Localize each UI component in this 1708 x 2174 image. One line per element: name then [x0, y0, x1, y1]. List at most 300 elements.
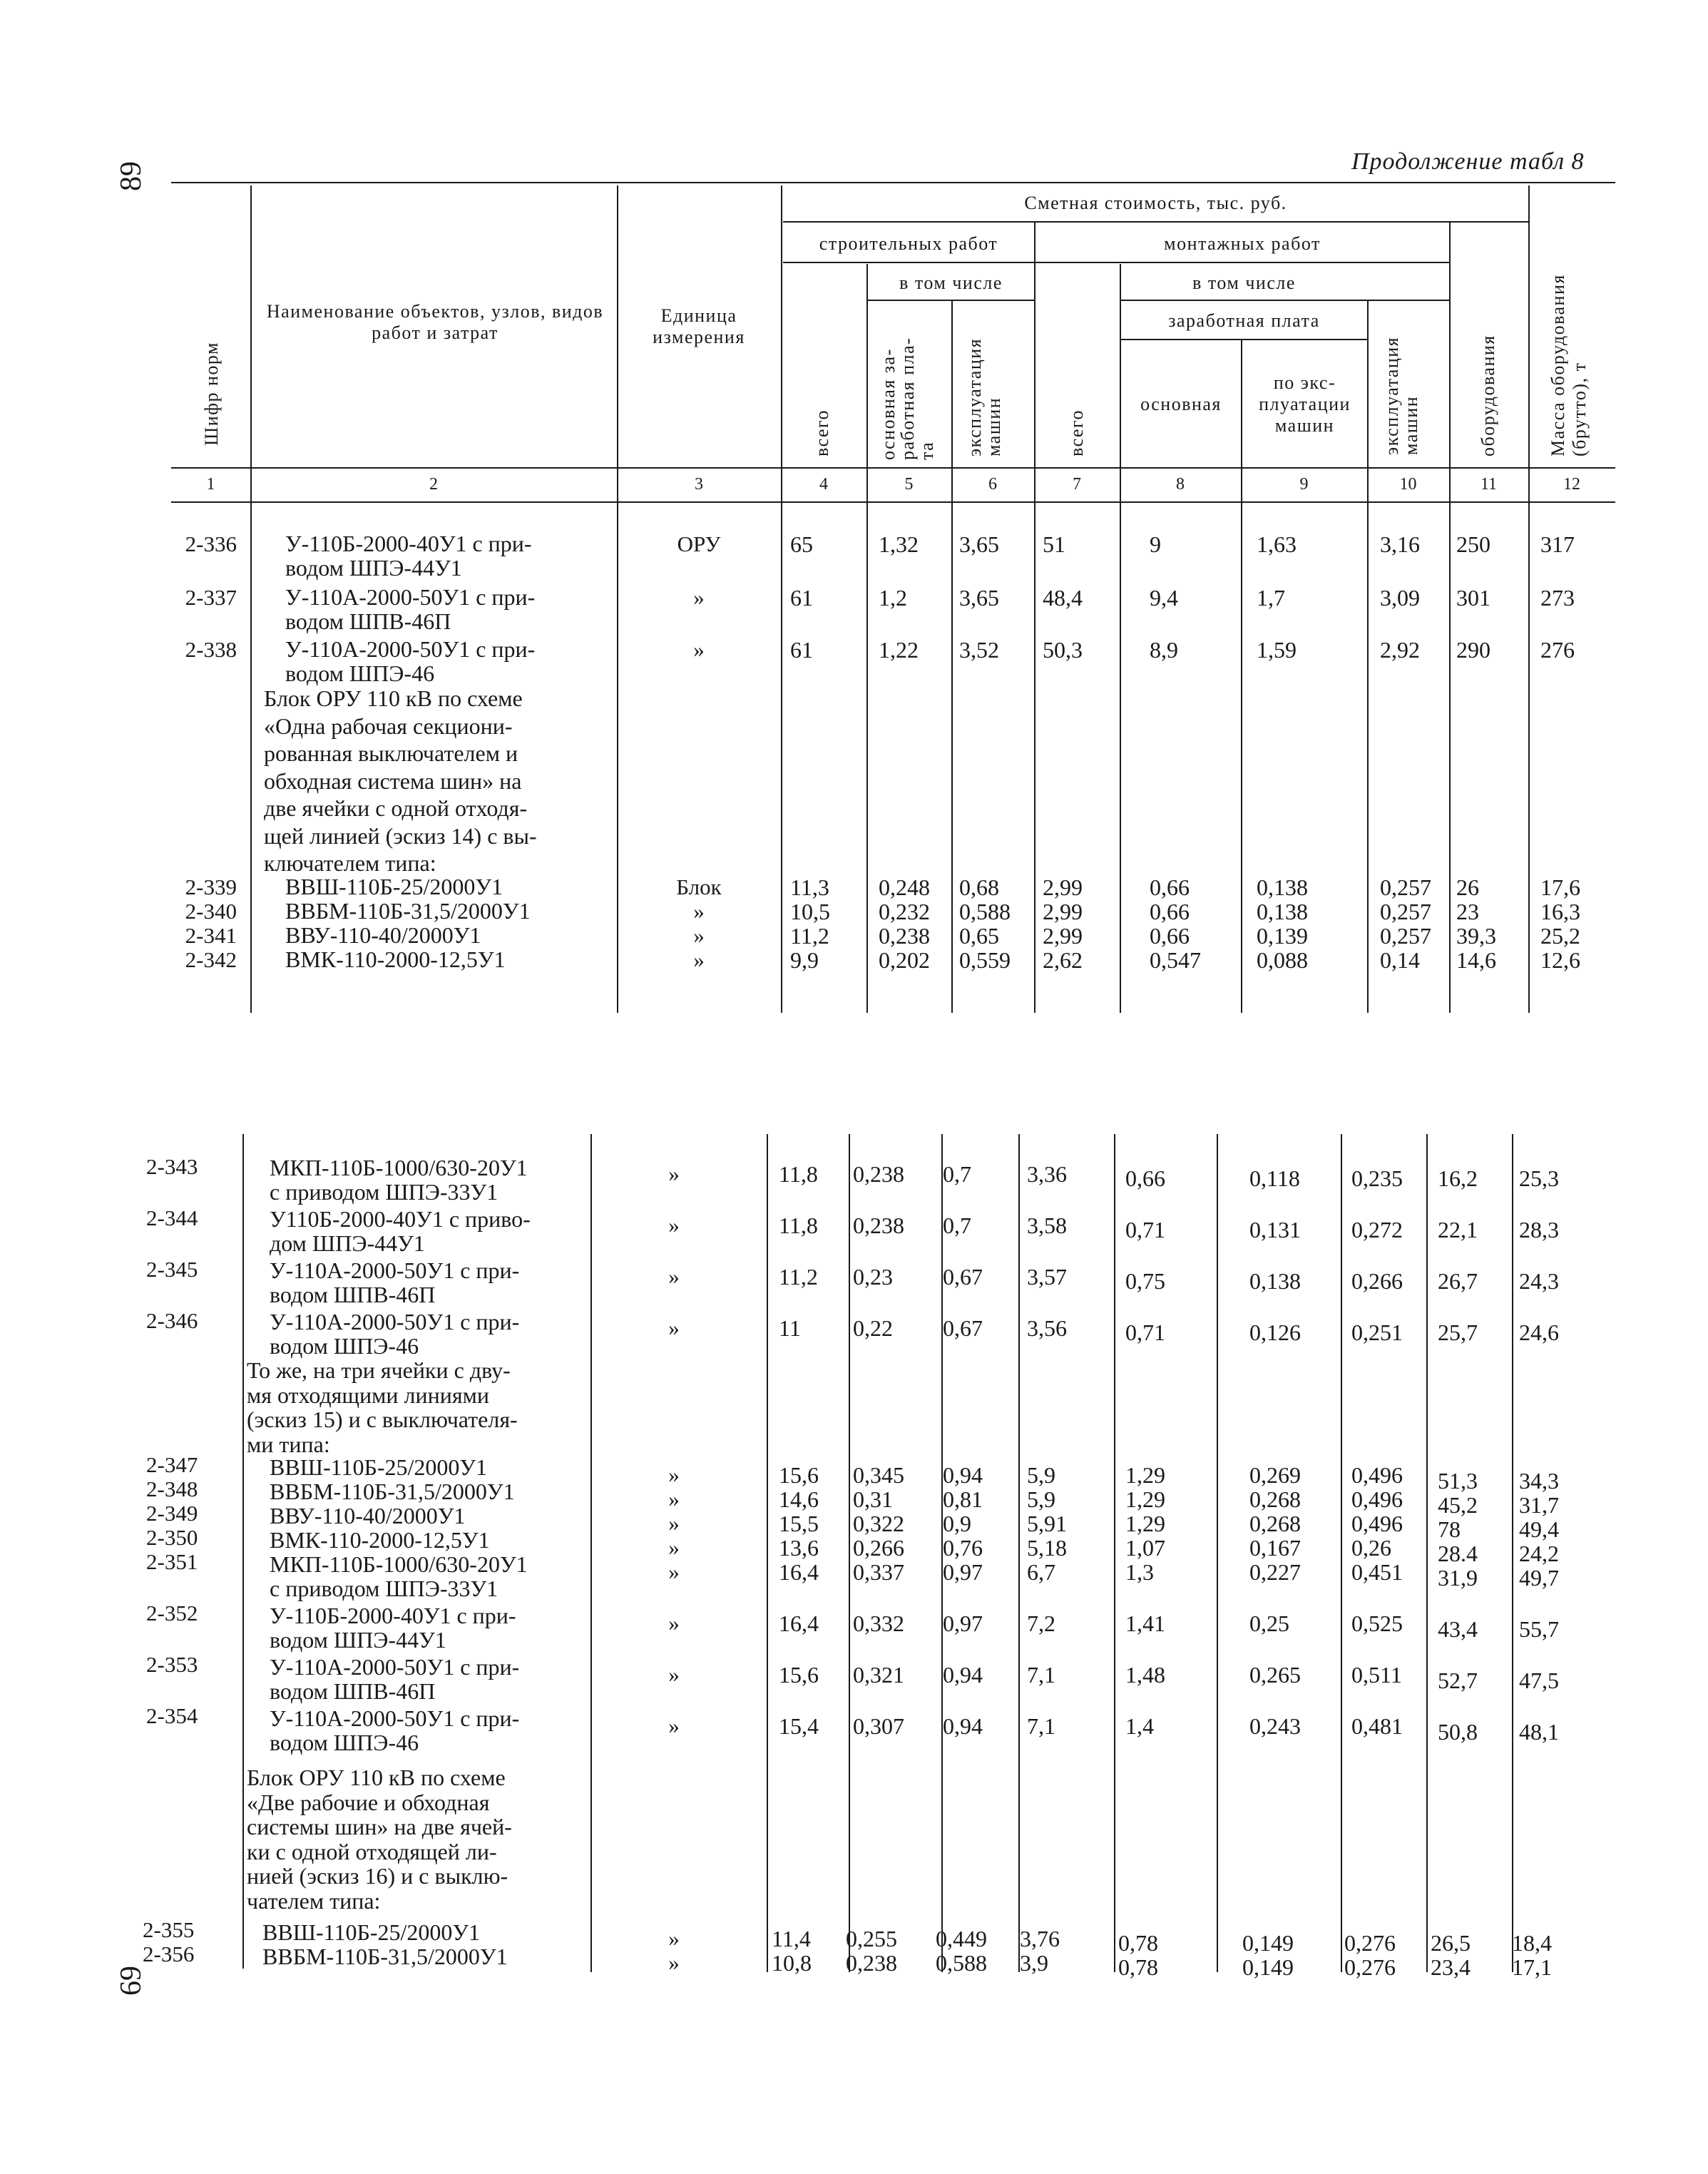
row-value: 0,588 — [936, 1950, 987, 1976]
row-name: водом ШПВ-46П — [285, 608, 451, 634]
row-value: 290 — [1456, 637, 1490, 663]
row-code: 2-340 — [185, 899, 237, 924]
row-value: 24,3 — [1519, 1268, 1559, 1294]
row-value: 16,3 — [1540, 899, 1580, 924]
row-value: 10,8 — [772, 1950, 812, 1976]
column-number: 12 — [1563, 475, 1580, 494]
row-name: У-110Б-2000-40У1 с при- — [285, 531, 532, 556]
row-unit: ОРУ — [677, 531, 721, 556]
top-col-line — [1528, 185, 1530, 1013]
top-col-line — [1120, 264, 1121, 1013]
header-mmw-l1: по экс- — [1273, 372, 1336, 393]
row-value: 0,559 — [959, 947, 1011, 973]
top-col-line — [1367, 300, 1369, 1013]
header-mass-l2: (брутто), т — [1569, 362, 1590, 456]
row-value: 0,139 — [1257, 923, 1308, 949]
row-value: 0,451 — [1351, 1559, 1403, 1585]
block-heading-line: нией (эскиз 16) и с выклю- — [247, 1863, 508, 1889]
row-value: 15,5 — [779, 1511, 819, 1536]
header-mmw-l2: плуатации — [1259, 394, 1351, 414]
header-cost-group: Сметная стоимость, тыс. руб. — [1024, 193, 1287, 213]
row-value: 11,3 — [790, 874, 829, 900]
row-value: 9,9 — [790, 947, 819, 973]
row-value: 0,307 — [853, 1713, 904, 1739]
row-value: 3,9 — [1020, 1950, 1048, 1976]
cost-group-rule — [783, 221, 1528, 223]
row-value: 31,9 — [1438, 1565, 1478, 1591]
row-name: ВВУ-110-40/2000У1 — [285, 922, 481, 948]
row-value: 0,265 — [1249, 1662, 1301, 1688]
row-value: 0,76 — [943, 1535, 983, 1561]
row-value: 39,3 — [1456, 923, 1496, 949]
row-value: 2,99 — [1043, 899, 1083, 924]
row-value: 0,496 — [1351, 1511, 1403, 1536]
header-unit: Единица измерения — [653, 305, 745, 347]
row-value: 0,238 — [853, 1213, 904, 1238]
row-code: 2-348 — [146, 1476, 198, 1501]
row-value: 2,99 — [1043, 923, 1083, 949]
row-value: 11,8 — [779, 1213, 818, 1238]
row-value: 26 — [1456, 874, 1479, 900]
row-unit: » — [668, 1535, 680, 1560]
header-mount-machine-wage — [1242, 372, 1367, 437]
row-value: 0,78 — [1118, 1930, 1158, 1956]
header-mount-machines — [1382, 337, 1421, 455]
row-value: 52,7 — [1438, 1668, 1478, 1693]
row-value: 0,149 — [1242, 1930, 1294, 1956]
row-value: 15,6 — [779, 1462, 819, 1488]
header-mount-basic: основная — [1140, 394, 1222, 414]
row-code: 2-349 — [146, 1501, 198, 1526]
row-value: 0,248 — [879, 874, 930, 900]
header-code: Шифр норм — [201, 342, 222, 446]
row-value: 0,449 — [936, 1926, 987, 1951]
row-unit: » — [693, 637, 705, 662]
row-value: 7,1 — [1027, 1713, 1055, 1739]
block-heading-line: Блок ОРУ 110 кВ по схеме — [247, 1765, 506, 1790]
row-value: 301 — [1456, 585, 1490, 611]
row-name: ВВБМ-110Б-31,5/2000У1 — [285, 898, 531, 924]
row-value: 0,97 — [943, 1611, 983, 1636]
row-value: 51,3 — [1438, 1468, 1478, 1494]
block-heading-line: две ячейки с одной отходя- — [264, 795, 528, 821]
block-heading-line: системы шин» на две ячей- — [247, 1814, 512, 1839]
row-code: 2-343 — [146, 1154, 198, 1179]
row-name: У-110Б-2000-40У1 с при- — [270, 1603, 516, 1628]
row-value: 5,18 — [1027, 1535, 1067, 1561]
row-unit: » — [668, 1662, 680, 1687]
header-build-machines-l2: машин — [983, 397, 1004, 456]
bottom-col-line — [1114, 1134, 1115, 1972]
row-value: 14,6 — [1456, 947, 1496, 973]
row-value: 14,6 — [779, 1486, 819, 1512]
row-value: 3,65 — [959, 531, 999, 557]
row-code: 2-353 — [146, 1652, 198, 1677]
header-rule — [171, 467, 1615, 469]
row-unit: » — [668, 1559, 680, 1584]
column-number: 4 — [819, 475, 828, 494]
row-value: 0,138 — [1257, 874, 1308, 900]
row-value: 0,257 — [1380, 899, 1431, 924]
row-value: 1,4 — [1125, 1713, 1154, 1739]
row-value: 1,29 — [1125, 1511, 1165, 1536]
row-value: 1,22 — [879, 637, 919, 663]
row-value: 0,75 — [1125, 1268, 1165, 1294]
row-name: МКП-110Б-1000/630-20У1 — [270, 1155, 528, 1180]
row-value: 0,238 — [853, 1161, 904, 1187]
row-value: 1,41 — [1125, 1611, 1165, 1636]
bottom-col-line — [1018, 1134, 1020, 1972]
row-code: 2-352 — [146, 1601, 198, 1626]
row-value: 25,7 — [1438, 1320, 1478, 1345]
row-value: 0,481 — [1351, 1713, 1403, 1739]
row-value: 0,66 — [1150, 899, 1190, 924]
row-name: У-110А-2000-50У1 с при- — [285, 584, 536, 610]
row-value: 0,66 — [1125, 1165, 1165, 1191]
row-value: 16,2 — [1438, 1165, 1478, 1191]
row-value: 0,337 — [853, 1559, 904, 1585]
block-heading-line: То же, на три ячейки с дву- — [247, 1357, 511, 1383]
row-unit: » — [668, 1511, 680, 1536]
row-value: 0,276 — [1344, 1954, 1396, 1980]
row-name: ВМК-110-2000-12,5У1 — [285, 946, 506, 972]
row-value: 50,8 — [1438, 1719, 1478, 1745]
row-value: 0,131 — [1249, 1217, 1301, 1242]
row-value: 11 — [779, 1315, 801, 1341]
row-value: 0,276 — [1344, 1930, 1396, 1956]
row-value: 0,257 — [1380, 874, 1431, 900]
block-heading-line: «Одна рабочая секциони- — [264, 713, 513, 739]
row-value: 1,07 — [1125, 1535, 1165, 1561]
row-value: 0,321 — [853, 1662, 904, 1688]
row-value: 0,26 — [1351, 1535, 1391, 1561]
column-number: 11 — [1480, 475, 1498, 494]
row-unit: » — [693, 947, 705, 972]
column-number: 7 — [1073, 475, 1081, 494]
row-name: водом ШПВ-46П — [270, 1282, 436, 1307]
row-unit: » — [668, 1213, 680, 1237]
row-value: 273 — [1540, 585, 1575, 611]
row-value: 0,269 — [1249, 1462, 1301, 1488]
row-value: 0,243 — [1249, 1713, 1301, 1739]
row-code: 2-336 — [185, 531, 237, 556]
row-value: 78 — [1438, 1516, 1461, 1542]
header-mass — [1548, 274, 1590, 456]
row-value: 0,67 — [943, 1264, 983, 1290]
row-value: 3,52 — [959, 637, 999, 663]
row-value: 17,1 — [1512, 1954, 1552, 1980]
row-unit: » — [693, 899, 705, 924]
top-col-line — [781, 185, 782, 1013]
row-value: 0,202 — [879, 947, 930, 973]
row-value: 0,71 — [1125, 1217, 1165, 1242]
row-name: ВВШ-110Б-25/2000У1 — [270, 1454, 488, 1480]
row-value: 0,547 — [1150, 947, 1201, 973]
row-value: 61 — [790, 637, 813, 663]
row-value: 7,2 — [1027, 1611, 1055, 1636]
row-value: 1,59 — [1257, 637, 1297, 663]
header-mount-machines-l1: эксплуатация — [1381, 336, 1402, 455]
row-unit: » — [668, 1926, 680, 1951]
row-value: 24,2 — [1519, 1541, 1559, 1566]
row-value: 5,91 — [1027, 1511, 1067, 1536]
row-value: 3,57 — [1027, 1264, 1067, 1290]
row-name: ВВШ-110Б-25/2000У1 — [262, 1919, 481, 1945]
colnum-rule — [171, 501, 1615, 503]
row-value: 26,7 — [1438, 1268, 1478, 1294]
row-value: 11,2 — [779, 1264, 818, 1290]
mount-group-rule — [1035, 262, 1449, 263]
row-value: 9 — [1150, 531, 1161, 557]
header-equipment: оборудования — [1478, 335, 1498, 456]
column-number: 10 — [1399, 475, 1417, 494]
block-heading-line: обходная система шин» на — [264, 767, 522, 794]
header-build-wage-l1: основная за- — [878, 348, 899, 460]
row-name: дом ШПЭ-44У1 — [270, 1230, 425, 1256]
row-value: 2,62 — [1043, 947, 1083, 973]
row-value: 0,235 — [1351, 1165, 1403, 1191]
row-value: 0,167 — [1249, 1535, 1301, 1561]
row-value: 0,238 — [846, 1950, 897, 1976]
header-build-wage-l3: та — [916, 441, 937, 460]
header-name: Наименование объектов, узлов, видов работ и затрат — [266, 301, 604, 343]
row-value: 3,36 — [1027, 1161, 1067, 1187]
row-unit: » — [668, 1315, 680, 1340]
row-value: 16,4 — [779, 1559, 819, 1585]
header-incl-build: в том числе — [899, 272, 1003, 293]
row-value: 2,92 — [1380, 637, 1420, 663]
row-value: 0,272 — [1351, 1217, 1403, 1242]
block-heading-line: мя отходящими линиями — [247, 1382, 489, 1408]
row-value: 3,58 — [1027, 1213, 1067, 1238]
row-value: 0,525 — [1351, 1611, 1403, 1636]
row-value: 23 — [1456, 899, 1479, 924]
row-value: 0,266 — [1351, 1268, 1403, 1294]
row-value: 26,5 — [1431, 1930, 1471, 1956]
row-code: 2-338 — [185, 637, 237, 662]
row-name: ВВУ-110-40/2000У1 — [270, 1503, 466, 1529]
block-heading-line: ключателем типа: — [264, 850, 436, 876]
row-value: 1,29 — [1125, 1462, 1165, 1488]
row-value: 0,257 — [1380, 923, 1431, 949]
bottom-col-line — [849, 1134, 850, 1972]
table-caption: Продолжение табл 8 — [1351, 148, 1585, 175]
row-value: 0,23 — [853, 1264, 893, 1290]
header-build-wage — [879, 337, 936, 460]
row-value: 24,6 — [1519, 1320, 1559, 1345]
row-value: 17,6 — [1540, 874, 1580, 900]
row-value: 55,7 — [1519, 1616, 1559, 1642]
top-page-number: 89 — [115, 161, 148, 191]
row-value: 6,7 — [1027, 1559, 1055, 1585]
row-unit: Блок — [676, 874, 722, 899]
row-code: 2-356 — [143, 1941, 195, 1966]
row-value: 0,78 — [1118, 1954, 1158, 1980]
row-name: ВВБМ-110Б-31,5/2000У1 — [270, 1479, 515, 1504]
row-value: 0,94 — [943, 1662, 983, 1688]
row-value: 0,088 — [1257, 947, 1308, 973]
row-value: 1,29 — [1125, 1486, 1165, 1512]
row-value: 15,6 — [779, 1662, 819, 1688]
row-unit: » — [693, 923, 705, 948]
row-value: 0,138 — [1249, 1268, 1301, 1294]
row-value: 48,4 — [1043, 585, 1083, 611]
row-value: 276 — [1540, 637, 1575, 663]
row-value: 47,5 — [1519, 1668, 1559, 1693]
header-wage: заработная плата — [1168, 310, 1320, 331]
row-name: ВВБМ-110Б-31,5/2000У1 — [262, 1944, 508, 1969]
row-value: 0,71 — [1125, 1320, 1165, 1345]
row-value: 1,3 — [1125, 1559, 1154, 1585]
row-value: 0,67 — [943, 1315, 983, 1341]
row-value: 317 — [1540, 531, 1575, 557]
row-value: 9,4 — [1150, 585, 1178, 611]
row-value: 3,76 — [1020, 1926, 1060, 1951]
row-value: 5,9 — [1027, 1462, 1055, 1488]
row-value: 51 — [1043, 531, 1065, 557]
column-number: 8 — [1176, 475, 1185, 494]
row-name: У-110А-2000-50У1 с при- — [285, 636, 536, 662]
block-heading-line: Блок ОРУ 110 кВ по схеме — [264, 685, 523, 711]
row-value: 3,65 — [959, 585, 999, 611]
row-value: 0,66 — [1150, 874, 1190, 900]
row-value: 15,4 — [779, 1713, 819, 1739]
row-value: 1,32 — [879, 531, 919, 557]
block-heading-line: ми типа: — [247, 1431, 330, 1457]
block-heading-line: ки с одной отходящей ли- — [247, 1838, 497, 1864]
row-name: с приводом ШПЭ-33У1 — [270, 1576, 498, 1601]
header-mount-group: монтажных работ — [1164, 233, 1321, 254]
bottom-page-number: 69 — [115, 1966, 148, 1996]
row-code: 2-350 — [146, 1525, 198, 1550]
row-name: ВМК-110-2000-12,5У1 — [270, 1527, 490, 1553]
row-value: 34,3 — [1519, 1468, 1559, 1494]
row-value: 50,3 — [1043, 637, 1083, 663]
row-name: У-110А-2000-50У1 с при- — [270, 1654, 520, 1680]
row-code: 2-337 — [185, 585, 237, 610]
row-code: 2-351 — [146, 1549, 198, 1574]
row-value: 0,66 — [1150, 923, 1190, 949]
top-col-line — [1241, 339, 1242, 1013]
row-value: 0,588 — [959, 899, 1011, 924]
row-value: 0,31 — [853, 1486, 893, 1512]
row-name: водом ШПЭ-44У1 — [270, 1627, 446, 1653]
row-value: 0,227 — [1249, 1559, 1301, 1585]
row-code: 2-354 — [146, 1703, 198, 1728]
row-value: 3,16 — [1380, 531, 1420, 557]
row-name: водом ШПЭ-46 — [285, 660, 435, 686]
row-value: 12,6 — [1540, 947, 1580, 973]
row-value: 0,238 — [879, 923, 930, 949]
header-build-wage-l2: работная пла- — [897, 337, 918, 460]
block-heading-line: щей линией (эскиз 14) с вы- — [264, 822, 537, 849]
row-value: 0,255 — [846, 1926, 897, 1951]
row-value: 0,68 — [959, 874, 999, 900]
row-value: 250 — [1456, 531, 1490, 557]
row-code: 2-342 — [185, 947, 237, 972]
row-value: 25,3 — [1519, 1165, 1559, 1191]
row-value: 0,14 — [1380, 947, 1420, 973]
header-mount-machines-l2: машин — [1401, 395, 1421, 455]
bottom-col-line — [1341, 1134, 1342, 1972]
row-value: 1,48 — [1125, 1662, 1165, 1688]
row-value: 0,25 — [1249, 1611, 1289, 1636]
row-value: 65 — [790, 531, 813, 557]
column-number: 5 — [904, 475, 914, 494]
row-code: 2-345 — [146, 1257, 198, 1282]
row-value: 2,99 — [1043, 874, 1083, 900]
row-value: 1,2 — [879, 585, 907, 611]
bottom-col-line — [1217, 1134, 1218, 1972]
row-value: 10,5 — [790, 899, 830, 924]
header-mount-total: всего — [1066, 409, 1087, 456]
row-value: 0,65 — [959, 923, 999, 949]
header-build-group: строительных работ — [819, 233, 998, 254]
row-value: 13,6 — [779, 1535, 819, 1561]
row-value: 1,7 — [1257, 585, 1285, 611]
row-value: 0,7 — [943, 1213, 971, 1238]
bottom-col-line — [767, 1134, 768, 1972]
row-value: 0,7 — [943, 1161, 971, 1187]
bottom-col-line — [590, 1134, 592, 1972]
row-value: 0,322 — [853, 1511, 904, 1536]
column-number: 2 — [429, 475, 438, 494]
row-code: 2-339 — [185, 874, 237, 899]
column-number: 3 — [695, 475, 703, 494]
row-value: 0,268 — [1249, 1511, 1301, 1536]
header-mass-l1: Масса оборудования — [1548, 274, 1568, 456]
row-value: 49,7 — [1519, 1565, 1559, 1591]
row-value: 0,251 — [1351, 1320, 1403, 1345]
row-value: 49,4 — [1519, 1516, 1559, 1542]
row-value: 3,56 — [1027, 1315, 1067, 1341]
row-value: 0,94 — [943, 1462, 983, 1488]
row-unit: » — [668, 1950, 680, 1975]
header-incl-mount: в том числе — [1192, 272, 1296, 293]
row-value: 0,496 — [1351, 1462, 1403, 1488]
row-name: водом ШПЭ-46 — [270, 1730, 419, 1755]
column-number: 9 — [1299, 475, 1309, 494]
row-value: 0,496 — [1351, 1486, 1403, 1512]
row-value: 48,1 — [1519, 1719, 1559, 1745]
header-mmw-l3: машин — [1274, 415, 1335, 436]
row-value: 11,2 — [790, 923, 829, 949]
row-unit: » — [668, 1486, 680, 1511]
row-value: 25,2 — [1540, 923, 1580, 949]
block-heading-line: «Две рабочие и обходная — [247, 1789, 490, 1815]
row-unit: » — [668, 1713, 680, 1738]
block-heading-line: (эскиз 15) и с выключателя- — [247, 1407, 518, 1432]
row-unit: » — [668, 1611, 680, 1635]
row-name: У-110А-2000-50У1 с при- — [270, 1257, 520, 1283]
row-name: водом ШПЭ-44У1 — [285, 555, 462, 581]
top-col-line — [951, 300, 953, 1013]
row-name: У-110А-2000-50У1 с при- — [270, 1705, 520, 1731]
row-value: 28,3 — [1519, 1217, 1559, 1242]
row-value: 11,8 — [779, 1161, 818, 1187]
row-value: 16,4 — [779, 1611, 819, 1636]
row-value: 28.4 — [1438, 1541, 1478, 1566]
row-unit: » — [668, 1161, 680, 1186]
column-number: 1 — [206, 475, 215, 494]
incl-mount-rule — [1121, 300, 1449, 301]
header-build-machines — [965, 338, 1003, 456]
row-code: 2-346 — [146, 1308, 198, 1333]
bottom-col-line — [1426, 1134, 1428, 1972]
row-value: 5,9 — [1027, 1486, 1055, 1512]
row-unit: » — [668, 1264, 680, 1289]
row-value: 18,4 — [1512, 1930, 1552, 1956]
